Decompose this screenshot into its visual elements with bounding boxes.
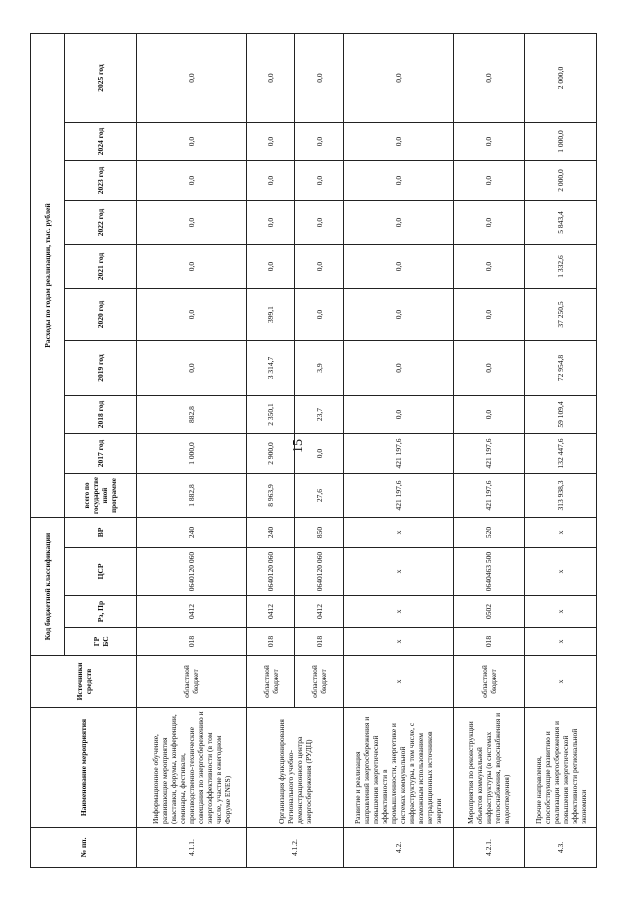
row-year-value: 72 954,8 — [525, 341, 597, 396]
header-grbs: ГР БС — [65, 628, 137, 656]
row-year-value: 5 843,4 — [525, 201, 597, 245]
table-row — [246, 34, 295, 868]
row-year-value: 882,8 — [137, 396, 247, 434]
row-year-value: 0,0 — [453, 341, 525, 396]
row-csr: 0640120 060 — [137, 548, 247, 596]
row-csr: х — [525, 548, 597, 596]
row-year-value: 0,0 — [137, 341, 247, 396]
header-year: 2019 год — [65, 341, 137, 396]
row-year-value: 0,0 — [453, 245, 525, 289]
row-year-value: 0,0 — [246, 161, 295, 201]
row-year-value: 0,0 — [137, 123, 247, 161]
row-name: Мероприятия по реконструкции объектов коммунальной инфраструктуры (в системах теплоснабжения, водоснабжения и водоотведения) — [453, 708, 525, 828]
row-year-value: 421 197,6 — [453, 434, 525, 474]
row-source: областной бюджет — [137, 656, 247, 708]
row-year-value: 0,0 — [137, 201, 247, 245]
row-year-value: 0,0 — [453, 396, 525, 434]
row-year-value: 0,0 — [246, 245, 295, 289]
row-year-value: 0,0 — [343, 201, 453, 245]
header-year: 2021 год — [65, 245, 137, 289]
row-num: 4.2. — [343, 828, 453, 868]
row-year-value: 3,9 — [295, 341, 344, 396]
row-year-value: 0,0 — [137, 289, 247, 341]
row-year-value: 3 314,7 — [246, 341, 295, 396]
header-name: Наименование мероприятия — [31, 708, 137, 828]
row-num: 4.3. — [525, 828, 597, 868]
row-year-value: 2 000,0 — [525, 34, 597, 123]
header-year: 2024 год — [65, 123, 137, 161]
row-csr: 0640463 500 — [453, 548, 525, 596]
rotated-table-stage — [30, 34, 597, 868]
row-source: областной бюджет — [246, 656, 295, 708]
row-year-value: 132 447,6 — [525, 434, 597, 474]
row-total: 8 963,9 — [246, 474, 295, 518]
header-year: 2018 год — [65, 396, 137, 434]
row-year-value: 0,0 — [343, 341, 453, 396]
row-grbs: 018 — [246, 628, 295, 656]
row-year-value: 1 332,6 — [525, 245, 597, 289]
row-year-value: 0,0 — [453, 34, 525, 123]
table-row — [137, 34, 247, 868]
row-vr: х — [525, 518, 597, 548]
header-year: 2023 год — [65, 161, 137, 201]
row-grbs: 018 — [137, 628, 247, 656]
table-row — [525, 34, 597, 868]
row-year-value: 23,7 — [295, 396, 344, 434]
header-total: всего по государственной программе — [65, 474, 137, 518]
row-name: Прочие направления, способствующие развитию и реализации энергосбережения и повышения энергетической эффективности региональной экономики — [525, 708, 597, 828]
header-year: 2020 год — [65, 289, 137, 341]
row-year-value: 0,0 — [246, 123, 295, 161]
row-year-value: 2 900,0 — [246, 434, 295, 474]
row-year-value: 0,0 — [343, 396, 453, 434]
row-year-value: 0,0 — [295, 245, 344, 289]
row-year-value: 0,0 — [295, 434, 344, 474]
row-vr: 240 — [246, 518, 295, 548]
header-source: Источники средств — [31, 656, 137, 708]
row-grbs: х — [343, 628, 453, 656]
row-grbs: х — [525, 628, 597, 656]
row-year-value: 0,0 — [295, 289, 344, 341]
row-year-value: 0,0 — [343, 34, 453, 123]
row-year-value: 0,0 — [295, 201, 344, 245]
row-num: 4.1.1. — [137, 828, 247, 868]
row-rz: х — [343, 596, 453, 628]
row-vr: х — [343, 518, 453, 548]
header-num: № пп. — [31, 828, 137, 868]
row-total: 313 938,3 — [525, 474, 597, 518]
row-year-value: 399,1 — [246, 289, 295, 341]
row-grbs: 018 — [295, 628, 344, 656]
row-year-value: 1 000,0 — [137, 434, 247, 474]
row-total: 27,6 — [295, 474, 344, 518]
row-year-value: 2 350,1 — [246, 396, 295, 434]
header-rz: Рз, Пр — [65, 596, 137, 628]
row-year-value: 0,0 — [343, 161, 453, 201]
row-rz: х — [525, 596, 597, 628]
row-vr: 520 — [453, 518, 525, 548]
header-year: 2017 год — [65, 434, 137, 474]
header-budget-classification: Код бюджетной классификации — [31, 518, 65, 656]
row-source: х — [525, 656, 597, 708]
row-source: областной бюджет — [453, 656, 525, 708]
row-grbs: 018 — [453, 628, 525, 656]
row-num: 4.2.1. — [453, 828, 525, 868]
row-year-value: 421 197,6 — [343, 434, 453, 474]
row-name: Развитие и реализация направлений энергосбережения и повышения энергетической эффективности в промышленности, энергетике и системах коммунальной инфраструктуры, в том числе, с возможным использованием нетрадиционных источников энергии — [343, 708, 453, 828]
row-year-value: 0,0 — [453, 161, 525, 201]
row-year-value: 0,0 — [295, 34, 344, 123]
row-rz: 0502 — [453, 596, 525, 628]
row-total: 421 197,6 — [343, 474, 453, 518]
row-csr: 0640120 060 — [295, 548, 344, 596]
row-total: 1 882,8 — [137, 474, 247, 518]
expenses-table — [30, 33, 597, 868]
table-row — [343, 34, 453, 868]
row-year-value: 0,0 — [453, 201, 525, 245]
row-rz: 0412 — [246, 596, 295, 628]
row-num: 4.1.2. — [246, 828, 343, 868]
row-year-value: 1 000,0 — [525, 123, 597, 161]
row-name: Информационное обучение, развивающие мероприятия (выставки, форумы, конференции, семинары, фестивали, производственно-технические совещания по энергосбережению и энергоэффективности (в том числе, участие в ежегодном Форуме ENES) — [137, 708, 247, 828]
row-source: х — [343, 656, 453, 708]
row-year-value: 0,0 — [137, 161, 247, 201]
page-number: 15 — [291, 439, 306, 453]
row-name: Организация функционирования Регионального учебно-демонстрационного центра энергосбережения (РУДЦ) — [246, 708, 343, 828]
header-vr: ВР — [65, 518, 137, 548]
row-year-value: 59 109,4 — [525, 396, 597, 434]
row-year-value: 0,0 — [343, 123, 453, 161]
header-csr: ЦСР — [65, 548, 137, 596]
row-source: областной бюджет — [295, 656, 344, 708]
row-rz: 0412 — [295, 596, 344, 628]
row-year-value: 0,0 — [343, 245, 453, 289]
row-vr: 240 — [137, 518, 247, 548]
header-year: 2025 год — [65, 34, 137, 123]
row-year-value: 37 250,5 — [525, 289, 597, 341]
row-year-value: 2 000,0 — [525, 161, 597, 201]
row-year-value: 0,0 — [453, 123, 525, 161]
header-year: 2022 год — [65, 201, 137, 245]
row-vr: 850 — [295, 518, 344, 548]
row-year-value: 0,0 — [343, 289, 453, 341]
header-expenses: Расходы по годам реализации, тыс. рублей — [31, 34, 65, 518]
row-year-value: 0,0 — [295, 161, 344, 201]
row-year-value: 0,0 — [246, 34, 295, 123]
table-row — [453, 34, 525, 868]
row-year-value: 0,0 — [137, 34, 247, 123]
row-year-value: 0,0 — [295, 123, 344, 161]
row-total: 421 197,6 — [453, 474, 525, 518]
row-year-value: 0,0 — [453, 289, 525, 341]
row-year-value: 0,0 — [137, 245, 247, 289]
row-csr: 0640120 060 — [246, 548, 295, 596]
row-rz: 0412 — [137, 596, 247, 628]
row-year-value: 0,0 — [246, 201, 295, 245]
row-csr: х — [343, 548, 453, 596]
